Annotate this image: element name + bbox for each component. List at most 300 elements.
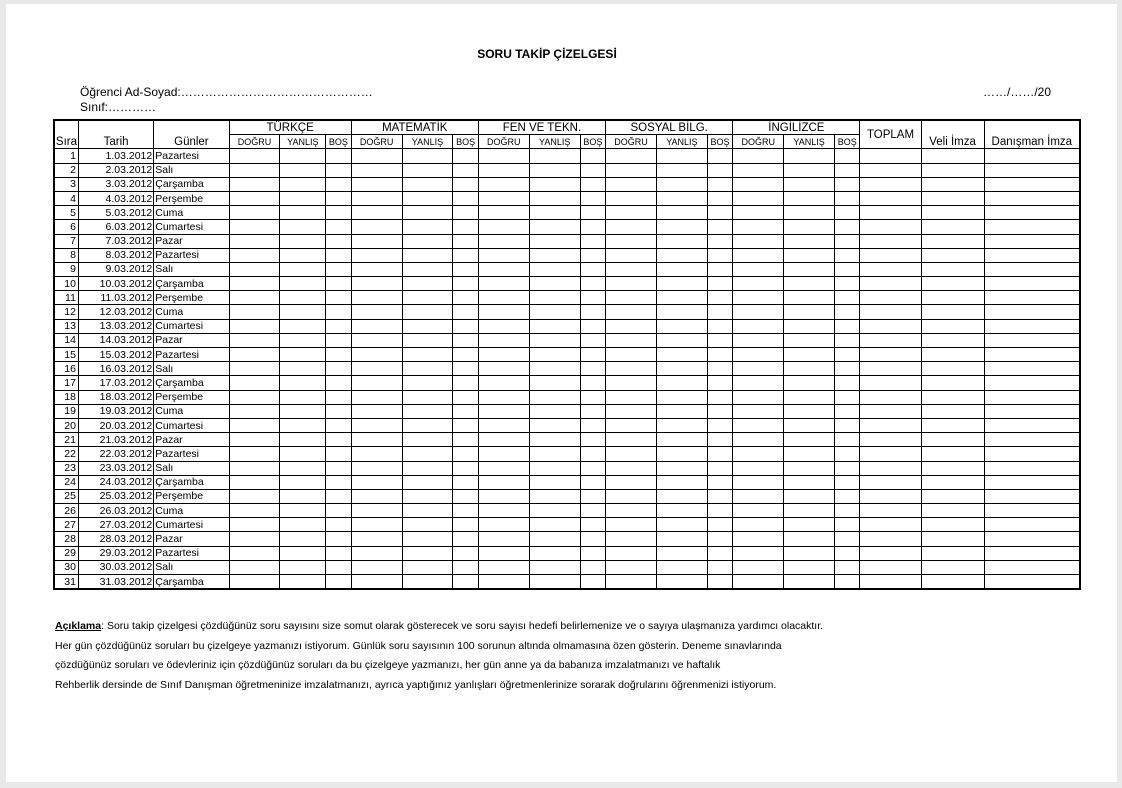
entry-cell[interactable] xyxy=(478,504,529,518)
entry-cell[interactable] xyxy=(835,404,860,418)
entry-cell[interactable] xyxy=(656,177,707,191)
entry-cell[interactable] xyxy=(733,546,784,560)
entry-cell[interactable] xyxy=(326,433,351,447)
entry-cell[interactable] xyxy=(229,262,280,276)
entry-cell[interactable] xyxy=(402,504,453,518)
entry-cell[interactable] xyxy=(478,149,529,163)
entry-cell[interactable] xyxy=(580,348,605,362)
entry-cell[interactable] xyxy=(326,262,351,276)
entry-cell[interactable] xyxy=(402,404,453,418)
entry-cell[interactable] xyxy=(529,177,580,191)
entry-cell[interactable] xyxy=(784,532,835,546)
entry-cell[interactable] xyxy=(707,518,732,532)
entry-cell[interactable] xyxy=(453,305,478,319)
entry-cell[interactable] xyxy=(529,489,580,503)
entry-cell[interactable] xyxy=(606,262,657,276)
entry-cell[interactable] xyxy=(402,575,453,590)
entry-cell[interactable] xyxy=(453,475,478,489)
entry-cell[interactable] xyxy=(326,248,351,262)
entry-cell[interactable] xyxy=(580,362,605,376)
entry-cell[interactable] xyxy=(402,362,453,376)
entry-cell[interactable] xyxy=(453,461,478,475)
entry-cell[interactable] xyxy=(835,560,860,574)
entry-cell[interactable] xyxy=(580,504,605,518)
entry-cell[interactable] xyxy=(229,248,280,262)
entry-cell[interactable] xyxy=(453,518,478,532)
entry-cell[interactable] xyxy=(707,177,732,191)
entry-cell[interactable] xyxy=(229,333,280,347)
entry-cell[interactable] xyxy=(229,362,280,376)
entry-cell[interactable] xyxy=(784,291,835,305)
entry-cell[interactable] xyxy=(351,475,402,489)
entry-cell[interactable] xyxy=(707,560,732,574)
entry-cell[interactable] xyxy=(326,404,351,418)
entry-cell[interactable] xyxy=(229,489,280,503)
entry-cell[interactable] xyxy=(229,461,280,475)
entry-cell[interactable] xyxy=(580,206,605,220)
entry-cell[interactable] xyxy=(351,518,402,532)
entry-cell[interactable] xyxy=(707,532,732,546)
entry-cell[interactable] xyxy=(580,333,605,347)
entry-cell[interactable] xyxy=(784,390,835,404)
entry-cell[interactable] xyxy=(326,532,351,546)
entry-cell[interactable] xyxy=(402,376,453,390)
entry-cell[interactable] xyxy=(984,404,1080,418)
entry-cell[interactable] xyxy=(835,191,860,205)
entry-cell[interactable] xyxy=(921,560,984,574)
entry-cell[interactable] xyxy=(606,220,657,234)
entry-cell[interactable] xyxy=(707,575,732,590)
entry-cell[interactable] xyxy=(229,177,280,191)
entry-cell[interactable] xyxy=(860,163,921,177)
entry-cell[interactable] xyxy=(580,390,605,404)
entry-cell[interactable] xyxy=(351,333,402,347)
entry-cell[interactable] xyxy=(529,319,580,333)
entry-cell[interactable] xyxy=(326,390,351,404)
entry-cell[interactable] xyxy=(453,234,478,248)
entry-cell[interactable] xyxy=(478,333,529,347)
entry-cell[interactable] xyxy=(351,305,402,319)
entry-cell[interactable] xyxy=(402,234,453,248)
entry-cell[interactable] xyxy=(984,504,1080,518)
entry-cell[interactable] xyxy=(860,248,921,262)
entry-cell[interactable] xyxy=(733,518,784,532)
entry-cell[interactable] xyxy=(707,305,732,319)
entry-cell[interactable] xyxy=(529,461,580,475)
entry-cell[interactable] xyxy=(921,220,984,234)
entry-cell[interactable] xyxy=(984,319,1080,333)
entry-cell[interactable] xyxy=(656,504,707,518)
entry-cell[interactable] xyxy=(860,291,921,305)
entry-cell[interactable] xyxy=(478,220,529,234)
entry-cell[interactable] xyxy=(478,191,529,205)
entry-cell[interactable] xyxy=(707,149,732,163)
entry-cell[interactable] xyxy=(229,319,280,333)
entry-cell[interactable] xyxy=(280,149,326,163)
entry-cell[interactable] xyxy=(453,319,478,333)
entry-cell[interactable] xyxy=(921,475,984,489)
entry-cell[interactable] xyxy=(326,376,351,390)
entry-cell[interactable] xyxy=(984,376,1080,390)
entry-cell[interactable] xyxy=(280,532,326,546)
entry-cell[interactable] xyxy=(280,206,326,220)
entry-cell[interactable] xyxy=(229,404,280,418)
entry-cell[interactable] xyxy=(921,277,984,291)
entry-cell[interactable] xyxy=(656,518,707,532)
entry-cell[interactable] xyxy=(784,177,835,191)
entry-cell[interactable] xyxy=(784,447,835,461)
entry-cell[interactable] xyxy=(656,433,707,447)
entry-cell[interactable] xyxy=(606,532,657,546)
entry-cell[interactable] xyxy=(351,191,402,205)
entry-cell[interactable] xyxy=(984,489,1080,503)
entry-cell[interactable] xyxy=(326,560,351,574)
entry-cell[interactable] xyxy=(606,475,657,489)
entry-cell[interactable] xyxy=(784,376,835,390)
entry-cell[interactable] xyxy=(733,390,784,404)
entry-cell[interactable] xyxy=(529,546,580,560)
entry-cell[interactable] xyxy=(860,234,921,248)
entry-cell[interactable] xyxy=(835,546,860,560)
entry-cell[interactable] xyxy=(784,433,835,447)
entry-cell[interactable] xyxy=(784,489,835,503)
entry-cell[interactable] xyxy=(529,404,580,418)
entry-cell[interactable] xyxy=(656,234,707,248)
entry-cell[interactable] xyxy=(478,319,529,333)
entry-cell[interactable] xyxy=(229,504,280,518)
entry-cell[interactable] xyxy=(733,504,784,518)
entry-cell[interactable] xyxy=(984,433,1080,447)
entry-cell[interactable] xyxy=(478,404,529,418)
entry-cell[interactable] xyxy=(280,262,326,276)
entry-cell[interactable] xyxy=(580,248,605,262)
entry-cell[interactable] xyxy=(229,575,280,590)
entry-cell[interactable] xyxy=(984,291,1080,305)
entry-cell[interactable] xyxy=(707,262,732,276)
entry-cell[interactable] xyxy=(229,376,280,390)
entry-cell[interactable] xyxy=(351,418,402,432)
entry-cell[interactable] xyxy=(733,489,784,503)
entry-cell[interactable] xyxy=(707,461,732,475)
entry-cell[interactable] xyxy=(351,262,402,276)
entry-cell[interactable] xyxy=(280,319,326,333)
entry-cell[interactable] xyxy=(733,305,784,319)
entry-cell[interactable] xyxy=(580,475,605,489)
entry-cell[interactable] xyxy=(733,177,784,191)
entry-cell[interactable] xyxy=(835,376,860,390)
entry-cell[interactable] xyxy=(860,262,921,276)
entry-cell[interactable] xyxy=(656,262,707,276)
entry-cell[interactable] xyxy=(402,163,453,177)
entry-cell[interactable] xyxy=(580,191,605,205)
entry-cell[interactable] xyxy=(351,560,402,574)
entry-cell[interactable] xyxy=(733,532,784,546)
entry-cell[interactable] xyxy=(280,177,326,191)
entry-cell[interactable] xyxy=(280,504,326,518)
entry-cell[interactable] xyxy=(860,177,921,191)
entry-cell[interactable] xyxy=(402,461,453,475)
entry-cell[interactable] xyxy=(707,390,732,404)
entry-cell[interactable] xyxy=(351,461,402,475)
entry-cell[interactable] xyxy=(280,305,326,319)
entry-cell[interactable] xyxy=(733,433,784,447)
entry-cell[interactable] xyxy=(402,220,453,234)
entry-cell[interactable] xyxy=(921,163,984,177)
entry-cell[interactable] xyxy=(351,220,402,234)
entry-cell[interactable] xyxy=(784,404,835,418)
entry-cell[interactable] xyxy=(280,475,326,489)
entry-cell[interactable] xyxy=(656,149,707,163)
entry-cell[interactable] xyxy=(402,191,453,205)
entry-cell[interactable] xyxy=(326,475,351,489)
entry-cell[interactable] xyxy=(580,546,605,560)
entry-cell[interactable] xyxy=(606,546,657,560)
entry-cell[interactable] xyxy=(606,177,657,191)
entry-cell[interactable] xyxy=(921,177,984,191)
entry-cell[interactable] xyxy=(733,362,784,376)
entry-cell[interactable] xyxy=(921,433,984,447)
entry-cell[interactable] xyxy=(529,149,580,163)
entry-cell[interactable] xyxy=(580,291,605,305)
entry-cell[interactable] xyxy=(656,348,707,362)
entry-cell[interactable] xyxy=(733,291,784,305)
entry-cell[interactable] xyxy=(402,149,453,163)
entry-cell[interactable] xyxy=(351,362,402,376)
entry-cell[interactable] xyxy=(921,149,984,163)
entry-cell[interactable] xyxy=(606,149,657,163)
entry-cell[interactable] xyxy=(351,248,402,262)
entry-cell[interactable] xyxy=(835,305,860,319)
entry-cell[interactable] xyxy=(326,362,351,376)
entry-cell[interactable] xyxy=(784,262,835,276)
entry-cell[interactable] xyxy=(656,546,707,560)
entry-cell[interactable] xyxy=(478,532,529,546)
entry-cell[interactable] xyxy=(529,191,580,205)
entry-cell[interactable] xyxy=(606,234,657,248)
entry-cell[interactable] xyxy=(351,348,402,362)
entry-cell[interactable] xyxy=(921,504,984,518)
entry-cell[interactable] xyxy=(835,518,860,532)
entry-cell[interactable] xyxy=(402,447,453,461)
entry-cell[interactable] xyxy=(921,206,984,220)
entry-cell[interactable] xyxy=(478,418,529,432)
entry-cell[interactable] xyxy=(529,376,580,390)
entry-cell[interactable] xyxy=(656,191,707,205)
entry-cell[interactable] xyxy=(984,191,1080,205)
entry-cell[interactable] xyxy=(733,418,784,432)
entry-cell[interactable] xyxy=(402,489,453,503)
entry-cell[interactable] xyxy=(835,277,860,291)
entry-cell[interactable] xyxy=(326,546,351,560)
entry-cell[interactable] xyxy=(580,234,605,248)
entry-cell[interactable] xyxy=(707,291,732,305)
entry-cell[interactable] xyxy=(580,461,605,475)
entry-cell[interactable] xyxy=(402,433,453,447)
entry-cell[interactable] xyxy=(280,560,326,574)
entry-cell[interactable] xyxy=(921,305,984,319)
entry-cell[interactable] xyxy=(860,504,921,518)
entry-cell[interactable] xyxy=(984,333,1080,347)
entry-cell[interactable] xyxy=(707,475,732,489)
entry-cell[interactable] xyxy=(580,575,605,590)
entry-cell[interactable] xyxy=(326,177,351,191)
entry-cell[interactable] xyxy=(860,319,921,333)
entry-cell[interactable] xyxy=(984,348,1080,362)
entry-cell[interactable] xyxy=(478,376,529,390)
entry-cell[interactable] xyxy=(784,461,835,475)
entry-cell[interactable] xyxy=(529,504,580,518)
entry-cell[interactable] xyxy=(351,149,402,163)
entry-cell[interactable] xyxy=(351,319,402,333)
entry-cell[interactable] xyxy=(453,560,478,574)
entry-cell[interactable] xyxy=(835,248,860,262)
entry-cell[interactable] xyxy=(860,305,921,319)
entry-cell[interactable] xyxy=(229,348,280,362)
entry-cell[interactable] xyxy=(402,518,453,532)
entry-cell[interactable] xyxy=(707,433,732,447)
entry-cell[interactable] xyxy=(860,149,921,163)
entry-cell[interactable] xyxy=(784,305,835,319)
entry-cell[interactable] xyxy=(529,518,580,532)
entry-cell[interactable] xyxy=(784,248,835,262)
entry-cell[interactable] xyxy=(835,262,860,276)
entry-cell[interactable] xyxy=(606,489,657,503)
entry-cell[interactable] xyxy=(351,163,402,177)
entry-cell[interactable] xyxy=(656,575,707,590)
entry-cell[interactable] xyxy=(835,220,860,234)
entry-cell[interactable] xyxy=(478,461,529,475)
entry-cell[interactable] xyxy=(733,475,784,489)
entry-cell[interactable] xyxy=(580,418,605,432)
entry-cell[interactable] xyxy=(453,418,478,432)
entry-cell[interactable] xyxy=(478,348,529,362)
entry-cell[interactable] xyxy=(733,163,784,177)
entry-cell[interactable] xyxy=(280,418,326,432)
entry-cell[interactable] xyxy=(656,248,707,262)
entry-cell[interactable] xyxy=(835,418,860,432)
entry-cell[interactable] xyxy=(478,206,529,220)
entry-cell[interactable] xyxy=(984,575,1080,590)
entry-cell[interactable] xyxy=(529,291,580,305)
entry-cell[interactable] xyxy=(733,348,784,362)
entry-cell[interactable] xyxy=(478,248,529,262)
entry-cell[interactable] xyxy=(453,404,478,418)
entry-cell[interactable] xyxy=(453,348,478,362)
entry-cell[interactable] xyxy=(784,163,835,177)
entry-cell[interactable] xyxy=(453,262,478,276)
entry-cell[interactable] xyxy=(656,206,707,220)
entry-cell[interactable] xyxy=(229,475,280,489)
entry-cell[interactable] xyxy=(402,418,453,432)
entry-cell[interactable] xyxy=(860,376,921,390)
entry-cell[interactable] xyxy=(860,532,921,546)
entry-cell[interactable] xyxy=(835,234,860,248)
entry-cell[interactable] xyxy=(326,220,351,234)
entry-cell[interactable] xyxy=(280,163,326,177)
entry-cell[interactable] xyxy=(351,234,402,248)
entry-cell[interactable] xyxy=(606,163,657,177)
entry-cell[interactable] xyxy=(326,277,351,291)
entry-cell[interactable] xyxy=(921,191,984,205)
entry-cell[interactable] xyxy=(606,404,657,418)
entry-cell[interactable] xyxy=(733,206,784,220)
entry-cell[interactable] xyxy=(984,532,1080,546)
entry-cell[interactable] xyxy=(229,206,280,220)
entry-cell[interactable] xyxy=(921,248,984,262)
entry-cell[interactable] xyxy=(478,447,529,461)
entry-cell[interactable] xyxy=(580,149,605,163)
entry-cell[interactable] xyxy=(656,560,707,574)
entry-cell[interactable] xyxy=(326,291,351,305)
entry-cell[interactable] xyxy=(402,262,453,276)
entry-cell[interactable] xyxy=(656,163,707,177)
entry-cell[interactable] xyxy=(707,376,732,390)
entry-cell[interactable] xyxy=(280,291,326,305)
entry-cell[interactable] xyxy=(860,461,921,475)
entry-cell[interactable] xyxy=(402,277,453,291)
entry-cell[interactable] xyxy=(606,433,657,447)
entry-cell[interactable] xyxy=(921,262,984,276)
entry-cell[interactable] xyxy=(529,220,580,234)
entry-cell[interactable] xyxy=(656,461,707,475)
entry-cell[interactable] xyxy=(984,447,1080,461)
entry-cell[interactable] xyxy=(656,390,707,404)
entry-cell[interactable] xyxy=(984,277,1080,291)
entry-cell[interactable] xyxy=(784,348,835,362)
entry-cell[interactable] xyxy=(229,532,280,546)
entry-cell[interactable] xyxy=(580,305,605,319)
entry-cell[interactable] xyxy=(860,220,921,234)
entry-cell[interactable] xyxy=(733,262,784,276)
entry-cell[interactable] xyxy=(280,234,326,248)
entry-cell[interactable] xyxy=(453,390,478,404)
entry-cell[interactable] xyxy=(606,518,657,532)
entry-cell[interactable] xyxy=(921,234,984,248)
entry-cell[interactable] xyxy=(453,489,478,503)
entry-cell[interactable] xyxy=(529,560,580,574)
entry-cell[interactable] xyxy=(478,575,529,590)
entry-cell[interactable] xyxy=(784,575,835,590)
entry-cell[interactable] xyxy=(984,149,1080,163)
entry-cell[interactable] xyxy=(606,447,657,461)
entry-cell[interactable] xyxy=(984,362,1080,376)
entry-cell[interactable] xyxy=(529,234,580,248)
entry-cell[interactable] xyxy=(707,489,732,503)
entry-cell[interactable] xyxy=(656,475,707,489)
entry-cell[interactable] xyxy=(606,248,657,262)
entry-cell[interactable] xyxy=(656,319,707,333)
entry-cell[interactable] xyxy=(280,277,326,291)
entry-cell[interactable] xyxy=(984,518,1080,532)
entry-cell[interactable] xyxy=(453,177,478,191)
entry-cell[interactable] xyxy=(478,277,529,291)
entry-cell[interactable] xyxy=(351,575,402,590)
entry-cell[interactable] xyxy=(707,206,732,220)
entry-cell[interactable] xyxy=(478,234,529,248)
entry-cell[interactable] xyxy=(453,504,478,518)
entry-cell[interactable] xyxy=(453,191,478,205)
entry-cell[interactable] xyxy=(326,319,351,333)
entry-cell[interactable] xyxy=(280,489,326,503)
entry-cell[interactable] xyxy=(707,504,732,518)
entry-cell[interactable] xyxy=(478,560,529,574)
entry-cell[interactable] xyxy=(860,348,921,362)
entry-cell[interactable] xyxy=(580,277,605,291)
entry-cell[interactable] xyxy=(478,475,529,489)
entry-cell[interactable] xyxy=(402,333,453,347)
entry-cell[interactable] xyxy=(921,461,984,475)
entry-cell[interactable] xyxy=(453,532,478,546)
